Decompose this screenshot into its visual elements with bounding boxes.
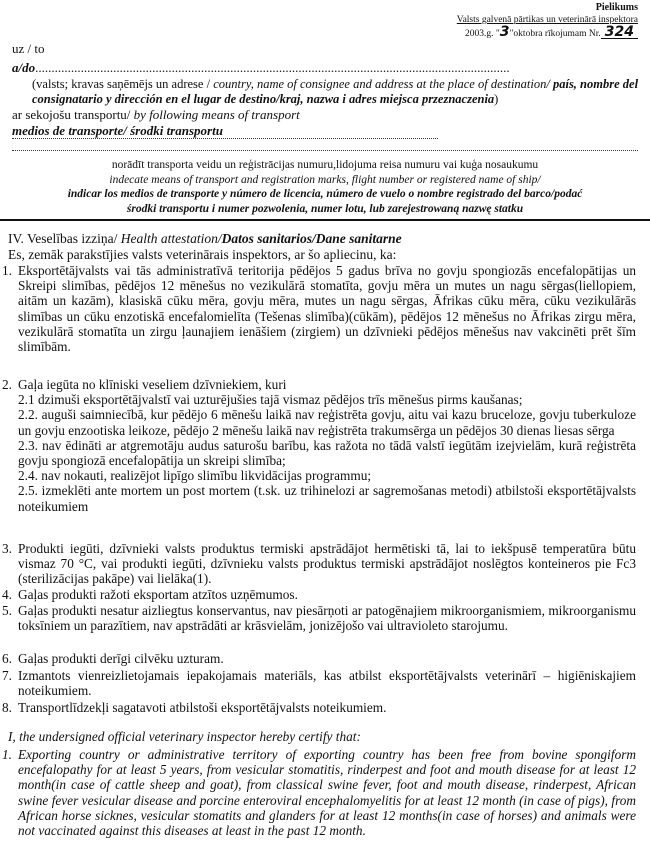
order-reference: 2003.g. "3"oktobra rīkojumam Nr. 324 (457, 26, 638, 40)
sub-item: 2.3. nav ēdināti ar atgremotāju audus saturošu barību, kas ražota no tādā valstī iegūtām izejvielām, kurā reģistrēta govju spongiozā encefalopātija un skreipi slimība; (18, 437, 636, 469)
transport-note: norādīt transporta veidu un reģistrācijas numuru,lidojuma reisa numuru vai kuģa nosaukumu indecate means of transport and registration marks, flight number or registered name of ship/ indicar los medios de transporte y número de licencia, número de vuelo o nombre registrado del barco/podać środki transportu i numer pozwolenia, numer lotu, lub zarejestrowaną nazwę statku (67, 159, 583, 215)
sub-item: 2.4. nav nokauti, realizējot lipīgo slimību likvidācijas programmu; (18, 468, 372, 484)
order-day: 3 (499, 24, 510, 40)
sub-item: 2.5. izmeklēti ante mortem un post mortem (t.sk. uz trihinelozi ar sagremošanas metodi) atbilstoši eksportētājvalsts noteikumiem (18, 483, 636, 514)
sub-item: 2.1 dzimuši eksportētājvalstī vai uzturējušies tajā vismaz pēdējos trīs mēnešus pirms kaušanas; (18, 392, 523, 408)
section-divider (0, 219, 650, 221)
english-intro: I, the undersigned official veterinary inspector hereby certify that: (8, 729, 361, 744)
list-item: 7. Izmantots vienreizlietojamais iepakojamais materiāls, kas atbilst eksportētājvalsts veterinārī – higiēniskajiem noteikumiem. (2, 668, 636, 699)
section-intro: Es, zemāk parakstījies valsts veterinārais inspektors, ar šo apliecinu, ka: (8, 247, 397, 262)
section-heading: IV. Veselības izziņa/ Health attestation/Datos sanitarios/Dane sanitarne (8, 231, 402, 246)
destination-description: (valsts; kravas saņēmējs un adrese / country, name of consignee and address at the place of destination/ país, nombre del consignatario y dirección en el lugar de destino/kraj, nazwa i adres miejsca przeznaczenia) (32, 77, 639, 106)
transport-dotted-line (12, 142, 638, 151)
annex-header (457, 2, 638, 40)
transport-label: ar sekojošu transportu/ by following means of transport (12, 107, 300, 122)
to-label: uz / to (12, 41, 45, 56)
order-issuer: Valsts galvenā pārtikas un veterinārā inspektora (456, 15, 638, 25)
list-item: 5. Gaļas produkti nesatur aizliegtus konservantus, nav piesārņoti ar patogēnajiem mikroorganismiem, mikroorganismu toksīniem un parazītiem, nav apstrādāti ar krāsvielām, jonizējošo vai ultravioleto starojumu. (2, 603, 636, 634)
english-item: 1. Exporting country or administrative territory of exporting country has been free from bovine spongiform encefalopathy for at least 5 years, from vesicular stomatitis, rinderpest and foot and mouth disease for at least 12 month(in case of cattle sheep and goat), from classical swine fever, foot and mouth disease, rinderpest, African swine fever vesicular disease and porcine enteroviral encephalomyelitis for at least 12 month (in case of pigs), from African horse sicknes, vesicular stomatits and glanders for at least 12 months(in case of horses) and animals were not vaccinated against this diseases at least in the past 12 month. (2, 747, 636, 839)
destination-line: a/do.................................................................................................................................................. (12, 60, 510, 75)
transport-label-es-pl: medios de transporte/ środki transportu (12, 123, 438, 139)
destination-dots: .................................................................................................................................................. (35, 60, 510, 75)
list-item: 8. Transportlīdzekļi sagatavoti atbilstoši eksportētājvalsts noteikumiem. (2, 700, 387, 715)
order-number: 324 (601, 26, 638, 39)
list-item: 3. Produkti iegūti, dzīvnieki valsts produktus termiski apstrādājot hermētiski tā, lai to iekšpusē temperatūra būtu vismaz 70 °C, vai produkti iegūti, dzīvnieku valsts produktus termiski apstrādājot noslēgtos konteineros pie Fc3 (sterilizācijas pakāpe) vai lielāka(1). (2, 541, 636, 587)
list-item: 1. Eksportētājvalsts vai tās administratīvā teritorija pēdējos 5 gadus brīva no govju spongiozās encefalopātijas un Skreipi slimības, pēdējos 12 mēnešus no vezikulārā stomatīta, govju mēra un mutes un nagu sērgas(liellopiem, aitām un kazām), klasiskā cūku mēra, govju mēra, mutes un nagu sērgas, Āfrikas cūku mēra, cūku vezikulārās slimības un cūku enzotiskā encefalomielīta (Tešenas slimība)(cūkām), pēdējos 12 mēnešus no Āfrikas zirgu mēra, vezikulārā stomatīta un zirgu ļaunajiem ienāšiem (zirgiem) un dzīvnieki pēdējos mēnešus nav vakcinēti prēt šīm slimībām. (2, 263, 636, 355)
list-item: 4. Gaļas produkti ražoti eksportam atzītos uzņēmumos. (2, 587, 298, 602)
list-item: 2. Gaļa iegūta no klīniski veseliem dzīvniekiem, kuri 2.1 dzimuši eksportētājvalstī vai uzturējušies tajā vismaz pēdējos trīs mēnešus pirms kaušanas; 2.2. auguši saimniecībā, kur pēdējo 6 mēnešu laikā nav reģistrēta govju, aitu vai kazu bruceloze, govju tuberkuloze un govju enzootiska leikoze, pēdējo 2 mēnešu laikā nav reģistrēta trakumsērga un pēdējos 30 dienas liesas sērga 2.3. nav ēdināti ar atgremotāju audus saturošu barību, kas ražota no tādā valstī iegūtām izejvielām, kurā reģistrēta govju spongiozā encefalopātija un skreipi slimība; 2.4. nav nokauti, realizējot lipīgo slimību likvidācijas programmu; 2.5. izmeklēti ante mortem un post mortem (t.sk. uz trihinelozi ar sagremošanas metodi) atbilstoši eksportētājvalsts noteikumiem (2, 377, 636, 514)
list-item: 6. Gaļas produkti derīgi cilvēku uzturam. (2, 651, 224, 666)
sub-item: 2.2. auguši saimniecībā, kur pēdējo 6 mēnešu laikā nav reģistrēta govju, aitu vai kazu bruceloze, govju tuberkuloze un govju enzootiska leikoze, pēdējo 2 mēnešu laikā nav reģistrēta trakumsērga un pēdējos 30 dienas liesas sērga (18, 407, 636, 438)
annex-label: Pielikums (595, 2, 638, 13)
